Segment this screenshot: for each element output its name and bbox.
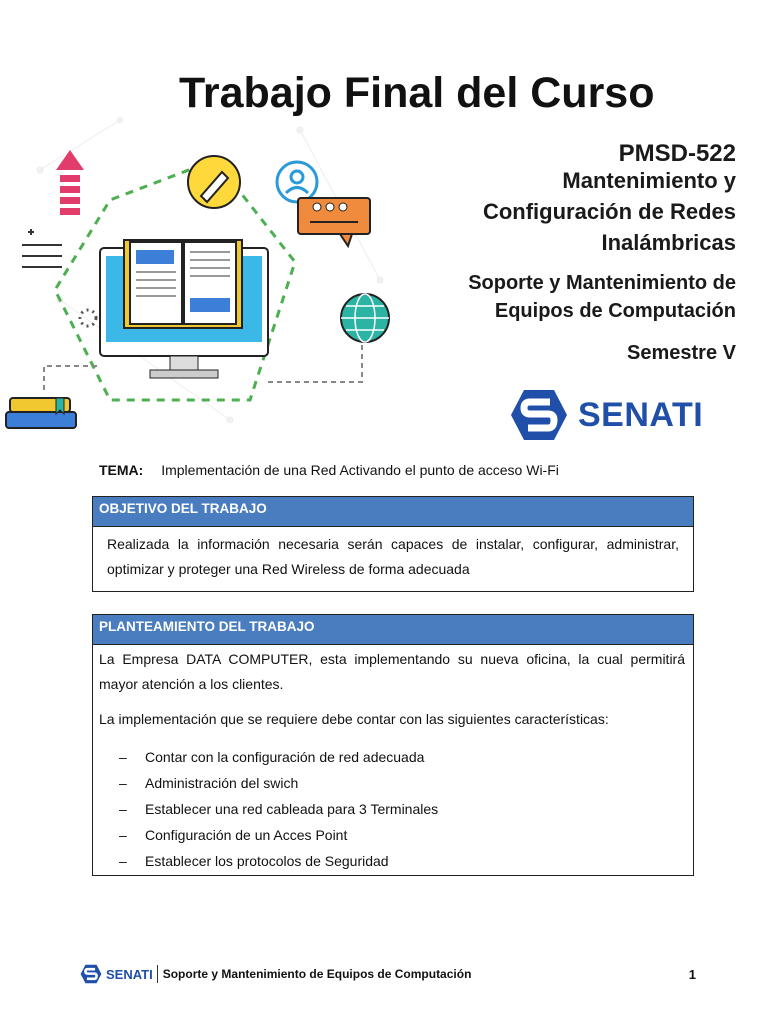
statement-paragraph: La implementación que se requiere debe contar con las siguientes características:	[99, 711, 609, 727]
statement-heading: PLANTEAMIENTO DEL TRABAJO	[93, 615, 693, 645]
pencil-icon	[188, 156, 240, 208]
list-item-text: Configuración de un Acces Point	[145, 827, 348, 843]
list-item-text: Establecer los protocolos de Seguridad	[145, 853, 389, 869]
course-code: PMSD-522	[618, 140, 736, 167]
topic-line	[99, 462, 559, 478]
requirements-list	[99, 744, 685, 874]
objective-heading: OBJETIVO DEL TRABAJO	[93, 497, 693, 527]
list-item-text: Contar con la configuración de red adecuada	[145, 749, 425, 765]
user-icon	[277, 162, 317, 202]
bullet-dash: –	[119, 853, 127, 869]
senati-mark-icon	[80, 964, 102, 984]
career-name	[468, 269, 736, 325]
objective-text: Realizada la información necesaria serán capaces de instalar, configurar, administrar, optimizar y proteger una Red Wireless de forma adecuada	[107, 536, 679, 577]
footer-divider	[157, 965, 158, 983]
text-lines-icon	[22, 229, 62, 267]
list-item-text: Establecer una red cableada para 3 Terminales	[145, 801, 439, 817]
globe-icon	[341, 294, 389, 342]
topic-label: TEMA:	[99, 462, 144, 478]
course-name-line: Mantenimiento y	[562, 168, 736, 193]
monitor-book-icon	[100, 240, 268, 378]
footer-brand: SENATI	[106, 966, 153, 982]
page-footer	[80, 962, 696, 986]
objective-box	[92, 496, 694, 592]
bullet-dash: –	[119, 749, 127, 765]
bullet-dash: –	[119, 775, 127, 791]
loading-icon	[80, 310, 96, 326]
course-name-line: Inalámbricas	[601, 230, 736, 255]
list-item	[99, 848, 685, 874]
bullet-dash: –	[119, 827, 127, 843]
senati-wordmark: SENATI	[578, 395, 704, 434]
statement-paragraph: La Empresa DATA COMPUTER, esta implementando su nueva oficina, la cual permitirá mayor atención a los clientes.	[99, 651, 685, 692]
list-item	[99, 796, 685, 822]
senati-mark-icon	[510, 388, 568, 442]
career-line: Soporte y Mantenimiento de	[468, 272, 736, 294]
senati-logo	[510, 388, 703, 442]
footer-logo	[80, 964, 153, 984]
books-icon	[6, 398, 76, 428]
course-illustration	[0, 90, 420, 450]
list-item-text: Administración del swich	[145, 775, 299, 791]
course-name-line: Configuración de Redes	[482, 199, 736, 224]
career-line: Equipos de Computación	[494, 300, 736, 322]
page-title: Trabajo Final del Curso	[179, 69, 655, 117]
list-item	[99, 770, 685, 796]
chat-bubble-icon	[298, 198, 370, 246]
semester-label: Semestre V	[627, 342, 736, 364]
statement-box	[92, 614, 694, 876]
list-item	[99, 822, 685, 848]
statement-body	[93, 645, 693, 874]
course-name	[483, 165, 736, 258]
footer-text: Soporte y Mantenimiento de Equipos de Computación	[162, 967, 472, 981]
bullet-dash: –	[119, 801, 127, 817]
page-number: 1	[688, 966, 696, 982]
list-item	[99, 744, 685, 770]
topic-value: Implementación de una Red Activando el punto de acceso Wi-Fi	[161, 462, 559, 478]
arrow-up-icon	[56, 150, 84, 215]
